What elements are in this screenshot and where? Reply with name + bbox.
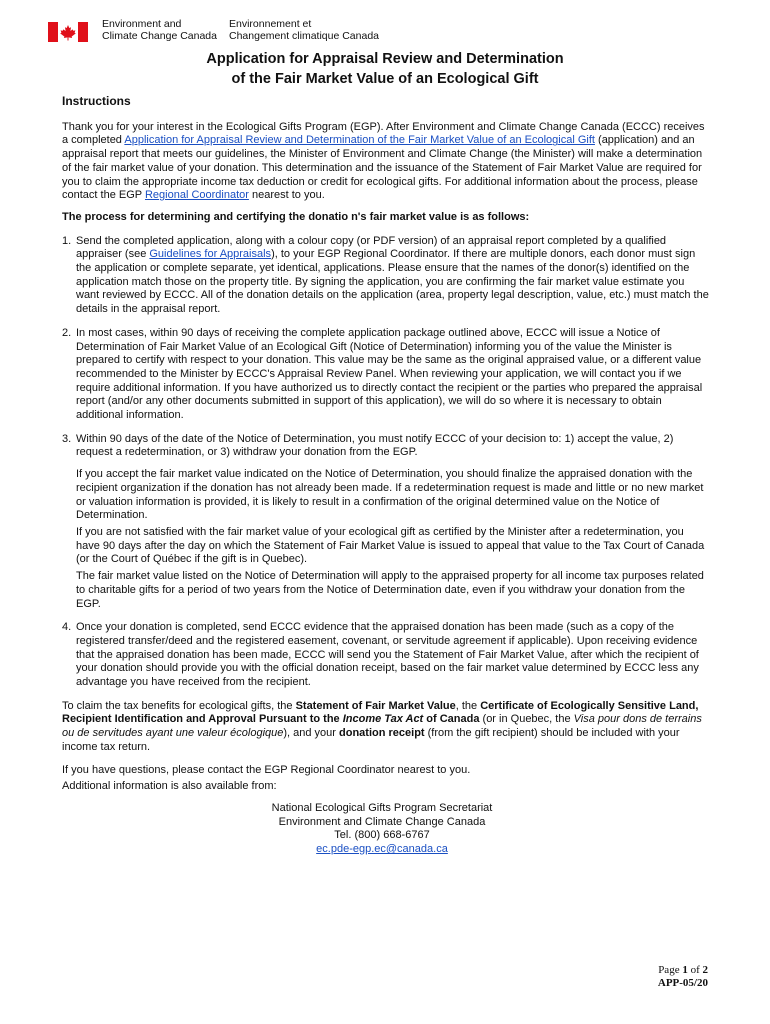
questions-paragraph: If you have questions, please contact the EGP Regional Coordinator nearest to you. <box>62 763 471 776</box>
claim-text-3: (or in Quebec, the <box>479 713 574 726</box>
instructions-heading: Instructions <box>62 94 131 108</box>
step-2-text: In most cases, within 90 days of receiving the complete application package outlined above, ECCC will issue a Notice of Determination of Fair Market Value of an Ecological Gift (Notice of Determination) informing you of the value the Minister is prepared to certify with respect to your donation. This value may be the same as the original appraised value, or a different value recommended to the Minister by ECCC's Appraisal Review Panel. When reviewing your application, we will contact you if we require additional information. If you have authorized us to directly contact the recipient or the parties who prepared the appraisal report (and/or any other documents submitted in support of this application), we will do so where it is necessary to obtain additional information. <box>76 326 703 422</box>
claim-statement-fmv: Statement of Fair Market Value <box>295 699 456 712</box>
step-2 <box>62 327 710 423</box>
claim-donation-receipt: donation receipt <box>339 727 425 740</box>
claim-text-4: ), and your <box>283 727 340 740</box>
step-4 <box>62 621 710 690</box>
claim-text-1: To claim the tax benefits for ecological gifts, the <box>62 699 296 712</box>
step-number: 1. <box>62 234 72 247</box>
department-name-french <box>229 18 379 42</box>
step-3-text: Within 90 days of the date of the Notice of Determination, you must notify ECCC of your decision to: 1) accept the value, 2) request a redetermination, or 3) withdraw your donation from the EGP. <box>76 432 674 459</box>
contact-email-link[interactable]: ec.pde-egp.ec@canada.ca <box>316 843 448 856</box>
intro-paragraph <box>62 121 710 203</box>
address-department: Environment and Climate Change Canada <box>278 815 486 828</box>
canada-flag-icon <box>48 22 88 42</box>
page-of: of <box>687 964 703 976</box>
step-3-appeal-paragraph: If you are not satisfied with the fair market value of your ecological gift as certified by the Minister after a redetermination, you have 90 days after the day on which the Statement of Fair Market Value is issued to appeal that value to the Tax Court of Canada (or the Court of Québec if the gift is in Quebec). <box>76 525 705 566</box>
step-3-validity-paragraph: The fair market value listed on the Notice of Determination will apply to the appraised property for all income tax purposes related to charitable gifts for a period of two years from the Notice of Determination date, even if you withdraw your donation from the EGP. <box>76 570 704 610</box>
step-number: 3. <box>62 432 72 445</box>
step-3-accept-paragraph: If you accept the fair market value indicated on the Notice of Determination, you should finalize the appraised donation with the recipient organization if the donation has not already been made. If a redetermination request is made and little or no new market or valuation information is provided, it is likely to result in a confirmation of the original determined value on the Notice of Determination. <box>76 468 704 522</box>
step-1 <box>62 235 710 317</box>
step-number: 4. <box>62 621 72 634</box>
step-1-text-a: Send the completed application, along with a colour copy (or PDF version) of an appraisal report completed by a qualified appraiser (see <box>76 234 667 261</box>
page-footer <box>658 964 708 990</box>
department-name-english <box>102 18 217 42</box>
claim-visa-french: Visa pour dons de terrains ou de servitudes ayant une valeur écologique <box>62 713 702 740</box>
claim-income-tax-act: Income Tax Act <box>342 713 424 726</box>
additional-info-paragraph: Additional information is also available from: <box>62 780 277 793</box>
step-number: 2. <box>62 326 72 339</box>
contact-address-block <box>54 802 710 857</box>
guidelines-for-appraisals-link[interactable]: Guidelines for Appraisals <box>149 248 272 261</box>
address-phone: Tel. (800) 668-6767 <box>334 829 430 842</box>
claim-text-2: , the <box>455 699 481 712</box>
claim-of-canada: of Canada <box>423 713 480 726</box>
page-total: 2 <box>702 964 708 976</box>
document-body <box>62 95 710 857</box>
document-title-line2: of the Fair Market Value of an Ecological Gift <box>231 71 539 87</box>
page-current: 1 <box>682 964 688 976</box>
intro-text-3: nearest to you. <box>248 189 325 202</box>
intro-text-2: (application) and an appraisal report that meets our guidelines, the Minister of Environment and Climate Change (the Minister) will make a determination of the fair market value of your donation. This determination and the issuance of the Statement of Fair Market Value are required for you to claim the appropriate income tax deduction or credit for ecological gifts. For additional information about the process, please contact the EGP <box>62 134 703 202</box>
dept-fr-line1: Environnement et <box>229 18 312 30</box>
claim-text-5: (from the gift recipient) should be included with your income tax return. <box>62 727 680 753</box>
dept-en-line1: Environment and <box>102 18 182 30</box>
dept-fr-line2: Changement climatique Canada <box>229 30 380 42</box>
document-title-line1: Application for Appraisal Review and Determination <box>206 51 564 67</box>
address-secretariat: National Ecological Gifts Program Secretariat <box>271 801 493 814</box>
page-number <box>658 964 708 977</box>
application-link[interactable]: Application for Appraisal Review and Determination of the Fair Market Value of an Ecological Gift <box>124 134 595 147</box>
step-1-text-b: ), to your EGP Regional Coordinator. If there are multiple donors, each donor must sign the application or complete separate, yet identical, applications. Please ensure that the names of the donor(s) identified on the application match those on the property title. By signing the application, you are confirming the fair market value estimate you want reviewed by ECCC. All of the donation details on the application (area, property legal description, value, etc.) must match the details in the appraisal report. <box>76 248 709 316</box>
step-4-text: Once your donation is completed, send ECCC evidence that the appraised donation has been made (such as a copy of the registered transfer/deed and the registered easement, covenant, or servitude agreement if applicable). Upon receiving evidence that the appraised donation has been made, ECCC will send you the Statement of Fair Market Value, after which the recipient of your donation should provide you with the official donation receipt, based on the fair market value determined by ECCC less any advantage you have received from the recipient. <box>76 621 699 689</box>
page-label: Page <box>658 964 683 976</box>
process-steps-list <box>62 235 710 690</box>
regional-coordinator-link[interactable]: Regional Coordinator <box>144 189 249 202</box>
tax-claim-paragraph <box>62 700 710 755</box>
claim-certificate: Certificate of Ecologically Sensitive Land, Recipient Identification and Approval Pursuant to the <box>62 699 699 726</box>
step-3 <box>62 433 710 611</box>
dept-en-line2: Climate Change Canada <box>102 30 217 42</box>
intro-text-1: Thank you for your interest in the Ecological Gifts Program (EGP). After Environment and Climate Change Canada (ECCC) receives a completed <box>62 120 705 147</box>
process-heading: The process for determining and certifying the donatio n's fair market value is as follows: <box>62 210 530 223</box>
form-code: APP-05/20 <box>657 977 708 989</box>
